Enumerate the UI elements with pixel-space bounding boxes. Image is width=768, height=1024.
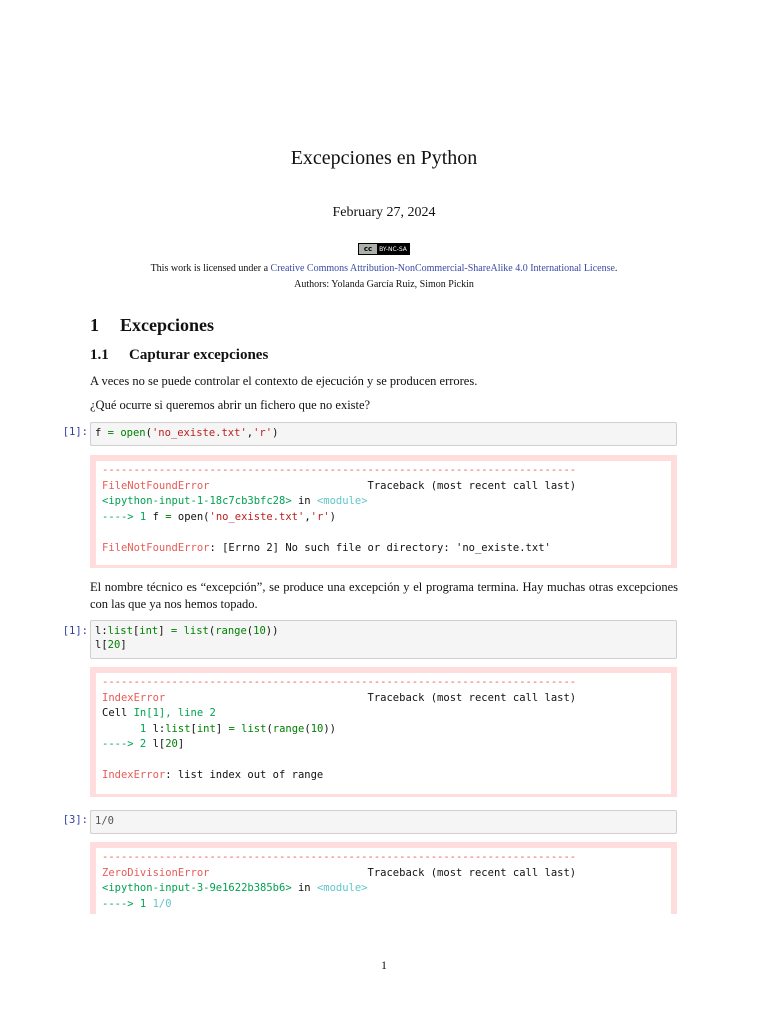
cell-prompt: [1]: bbox=[62, 625, 88, 637]
error-name: ZeroDivisionError bbox=[102, 866, 210, 879]
error-output-cell: --------------------------------------------------------------------------- ZeroDivisionError Traceback (most recent call last) <ipython-input-3-9e1622b385b6> in <module> ----> 1 1/0 bbox=[90, 842, 677, 914]
traceback-separator: --------------------------------------------------------------------------- bbox=[102, 676, 577, 688]
code-input-cell[interactable]: 1/0 bbox=[90, 810, 677, 834]
traceback-in: in bbox=[291, 882, 317, 894]
traceback-location: <ipython-input-1-18c7cb3bfc28> bbox=[102, 495, 292, 507]
error-message: : [Errno 2] No such file or directory: 'no_existe.txt' bbox=[209, 541, 551, 554]
subsection-heading-1-1 bbox=[90, 347, 268, 364]
code-input-cell[interactable]: l:list[int] = list(range(10)) l[20] bbox=[90, 620, 677, 659]
section-number: 1 bbox=[90, 315, 99, 335]
error-output-cell: --------------------------------------------------------------------------- IndexError Traceback (most recent call last) Cell In[1], line 2 1 l:list[int] = list(range(10)) ----> 2 l[20] IndexError: list index out of range bbox=[90, 667, 677, 797]
traceback-label: Traceback (most recent call last) bbox=[367, 479, 577, 492]
traceback-location: <ipython-input-3-9e1622b385b6> bbox=[102, 882, 292, 894]
subsection-title: Capturar excepciones bbox=[129, 347, 269, 363]
cell-prompt: [3]: bbox=[62, 814, 88, 826]
traceback-in: in bbox=[291, 495, 317, 507]
error-message: : list index out of range bbox=[165, 769, 324, 781]
subsection-number: 1.1 bbox=[90, 347, 109, 363]
error-name: FileNotFoundError bbox=[102, 479, 210, 492]
error-name: IndexError bbox=[102, 691, 166, 704]
traceback-separator: --------------------------------------------------------------------------- bbox=[102, 464, 577, 476]
cell-prompt: [1]: bbox=[62, 426, 88, 438]
paragraph: A veces no se puede controlar el contexto de ejecución y se producen errores. bbox=[90, 374, 478, 388]
license-suffix: . bbox=[614, 263, 618, 274]
license-link[interactable]: Creative Commons Attribution-NonCommercial-ShareAlike 4.0 International License bbox=[270, 263, 615, 274]
traceback-cell-prefix: Cell bbox=[102, 707, 134, 719]
error-output-cell: --------------------------------------------------------------------------- FileNotFoundError Traceback (most recent call last) <ipython-input-1-18c7cb3bfc28> in <module> ----> 1 f = open('no_existe.txt','r') FileNotFoundError: [Errno 2] No such file or directory: 'no_existe.txt' bbox=[90, 455, 677, 568]
section-title: Excepciones bbox=[120, 315, 214, 335]
cc-license-badge[interactable] bbox=[358, 243, 410, 255]
document-date: February 27, 2024 bbox=[332, 205, 436, 220]
section-heading-1 bbox=[90, 315, 214, 336]
traceback-arrow: ----> 1 bbox=[102, 510, 153, 523]
license-line bbox=[0, 263, 768, 274]
paragraph: El nombre técnico es “excepción”, se produce una excepción y el programa termina. Hay muchas otras excepciones con las que ya nos hemos topado. bbox=[90, 580, 678, 611]
traceback-module: <module> bbox=[316, 495, 368, 507]
traceback-arrow: ----> 1 bbox=[102, 897, 153, 910]
page-number: 1 bbox=[381, 958, 387, 972]
traceback-label: Traceback (most recent call last) bbox=[367, 691, 577, 704]
traceback-location: In[1], line 2 bbox=[133, 707, 216, 719]
code-input-cell[interactable]: f = open('no_existe.txt','r') bbox=[90, 422, 677, 446]
error-name-final: FileNotFoundError bbox=[102, 541, 210, 554]
document-title: Excepciones en Python bbox=[290, 147, 478, 169]
license-prefix: This work is licensed under a bbox=[150, 263, 271, 274]
cc-badge-label: BY-NC-SA bbox=[377, 244, 409, 254]
traceback-separator: --------------------------------------------------------------------------- bbox=[102, 851, 577, 863]
traceback-module: <module> bbox=[316, 882, 368, 894]
authors-line: Authors: Yolanda García Ruiz, Simon Pickin bbox=[294, 279, 474, 290]
traceback-label: Traceback (most recent call last) bbox=[367, 866, 577, 879]
paragraph: ¿Qué ocurre si queremos abrir un fichero que no existe? bbox=[90, 398, 371, 412]
error-name-final: IndexError bbox=[102, 769, 166, 781]
cc-icon: cc bbox=[359, 244, 377, 254]
